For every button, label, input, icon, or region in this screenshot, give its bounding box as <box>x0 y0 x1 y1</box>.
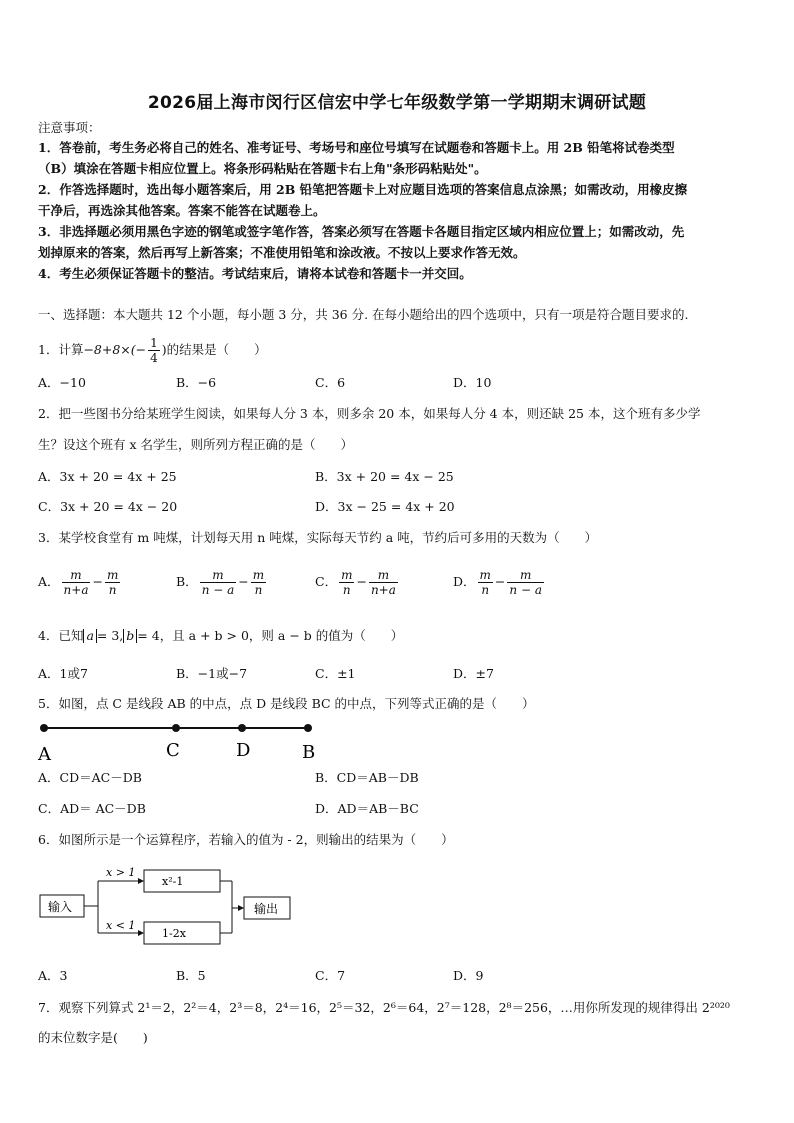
q2-option-d: D．3x − 25 = 4x + 20 <box>315 499 455 514</box>
q3-a-frac-1 <box>62 568 91 597</box>
q1-fraction-denominator: 4 <box>150 351 158 365</box>
q3-label-d: D． <box>453 574 476 589</box>
q2-option-a: A．3x + 20 = 4x + 25 <box>38 469 177 484</box>
q3-b-minus: − <box>238 574 249 589</box>
point-a-label: A <box>38 744 51 765</box>
q4-abs-a: a <box>83 629 96 643</box>
q3-b-d2: n <box>254 583 263 597</box>
q3-c-n1: m <box>341 568 353 582</box>
notice-line-2: （B）填涂在答题卡相应位置上。将条形码粘贴在答题卡右上角"条形码粘贴处"。 <box>38 161 487 176</box>
question-7-line-2: 的末位数字是( ) <box>38 1030 148 1045</box>
top-arrowhead <box>138 878 144 884</box>
q3-b-frac-2 <box>251 568 266 597</box>
q3-b-frac-1 <box>200 568 237 597</box>
question-3-stem: 3．某学校食堂有 m 吨煤，计划每天用 n 吨煤，实际每天节约 a 吨，节约后可多用的天数为（ ） <box>38 530 598 545</box>
q4-pre: 4．已知 <box>38 628 84 643</box>
q1-option-b: B．−6 <box>176 375 217 390</box>
notice-line-5: 3．非选择题必须用黑色字迹的钢笔或签字笔作答，答案必须写在答题卡各题目指定区域内相应位置上；如需改动，先 <box>38 224 685 239</box>
q3-label-a: A． <box>38 574 60 589</box>
q5-segment-figure <box>30 716 330 766</box>
q2-option-c: C．3x + 20 = 4x − 20 <box>38 499 178 514</box>
q4-option-b: B．−1或−7 <box>176 666 248 681</box>
output-arrowhead <box>238 905 244 911</box>
q1-option-a: A．−10 <box>38 375 86 390</box>
q3-d-n1: m <box>479 568 491 582</box>
input-label: 输入 <box>48 900 73 914</box>
q3-c-d2: n+a <box>370 583 396 597</box>
q3-c-n2: m <box>369 568 398 583</box>
question-6-stem: 6．如图所示是一个运算程序，若输入的值为 - 2，则输出的结果为（ ） <box>38 832 454 847</box>
q3-option-d <box>453 568 546 597</box>
point-b-label: B <box>302 742 316 763</box>
q6-program-diagram <box>36 862 306 952</box>
point-d-dot <box>238 724 246 732</box>
question-1-stem <box>38 336 267 365</box>
bottom-arrowhead <box>138 930 144 936</box>
question-4-stem <box>38 626 403 646</box>
q3-b-n1: m <box>200 568 237 583</box>
q3-option-b <box>176 568 268 597</box>
notice-line-7: 4．考生必须保证答题卡的整洁。考试结束后，请将本试卷和答题卡一并交回。 <box>38 266 472 281</box>
question-7-line-1: 7．观察下列算式 2¹＝2，2²＝4，2³＝8，2⁴＝16，2⁵＝32，2⁶＝64，2⁷＝128，2⁸＝256，…用你所发现的规律得出 2²⁰²⁰ <box>38 1000 730 1015</box>
notice-heading: 注意事项： <box>38 120 101 135</box>
q3-a-d2: n <box>108 583 117 597</box>
q3-c-minus: − <box>356 574 367 589</box>
condition-bottom: x < 1 <box>106 919 136 932</box>
q3-label-b: B． <box>176 574 198 589</box>
exam-title: 2026届上海市闵行区信宏中学七年级数学第一学期期末调研试题 <box>147 93 647 113</box>
question-2-line-1: 2．把一些图书分给某班学生阅读，如果每人分 3 本，则多余 20 本，如果每人分 4 本，则还缺 25 本，这个班有多少学 <box>38 406 701 421</box>
q3-d-d2: n − a <box>509 583 542 597</box>
q3-a-n1: m <box>62 568 91 583</box>
q5-option-d: D．AD＝AB－BC <box>315 801 419 816</box>
q3-a-frac-2 <box>105 568 120 597</box>
q3-c-frac-1 <box>339 568 354 597</box>
q3-d-frac-2 <box>507 568 544 597</box>
notice-line-1: 1．答卷前，考生务必将自己的姓名、准考证号、考场号和座位号填写在试题卷和答题卡上。用 2B 铅笔将试卷类型 <box>38 140 675 155</box>
q3-a-n2: m <box>106 568 119 582</box>
box-top-expr: x²-1 <box>162 875 184 888</box>
question-5-stem: 5．如图，点 C 是线段 AB 的中点，点 D 是线段 BC 的中点，下列等式正确的是（ ） <box>38 696 535 711</box>
q3-d-d1: n <box>481 583 490 597</box>
point-d-label: D <box>236 740 251 761</box>
q4-option-c: C．±1 <box>315 666 356 681</box>
q1-post: )的结果是（ ） <box>161 342 267 357</box>
q3-b-d1: n − a <box>201 583 235 597</box>
q3-a-minus: − <box>92 574 103 589</box>
notice-line-6: 划掉原来的答案，然后再写上新答案；不准使用铅笔和涂改液。不按以上要求作答无效。 <box>38 245 526 260</box>
q3-d-minus: − <box>494 574 506 589</box>
q3-c-frac-2 <box>369 568 398 597</box>
q5-option-b: B．CD＝AB－DB <box>315 770 419 785</box>
q1-option-d: D．10 <box>453 375 492 390</box>
q2-option-b: B．3x + 20 = 4x − 25 <box>315 469 454 484</box>
notice-line-3: 2．作答选择题时，选出每小题答案后，用 2B 铅笔把答题卡上对应题目选项的答案信息点涂黑；如需改动，用橡皮擦 <box>38 182 688 197</box>
q6-option-a: A．3 <box>38 968 68 983</box>
q3-b-n2: m <box>252 568 265 582</box>
q3-option-c <box>315 568 400 597</box>
q6-option-c: C．7 <box>315 968 346 983</box>
notice-line-4: 干净后，再选涂其他答案。答案不能答在试题卷上。 <box>38 203 326 218</box>
q4-eq-2: = 4，且 a + b > 0，则 a − b 的值为（ ） <box>137 628 404 643</box>
box-bottom-expr: 1-2x <box>162 927 186 940</box>
q3-d-frac-1 <box>478 568 493 597</box>
q1-expression: −8+8×(− <box>83 342 147 357</box>
q3-label-c: C． <box>315 574 338 589</box>
q4-option-a: A．1或7 <box>38 666 88 681</box>
q3-d-n2: m <box>507 568 544 583</box>
question-2-line-2: 生？设这个班有 x 名学生，则所列方程正确的是（ ） <box>38 437 353 452</box>
point-b-dot <box>304 724 312 732</box>
q6-option-d: D．9 <box>453 968 484 983</box>
point-a-dot <box>40 724 48 732</box>
q3-a-d1: n+a <box>63 583 89 597</box>
point-c-dot <box>172 724 180 732</box>
q3-option-a <box>38 568 122 597</box>
q5-option-a: A．CD＝AC－DB <box>38 770 142 785</box>
output-label: 输出 <box>254 902 279 916</box>
q1-option-c: C．6 <box>315 375 346 390</box>
q4-eq-1: = 3, <box>96 628 124 643</box>
q6-option-b: B．5 <box>176 968 206 983</box>
q4-option-d: D．±7 <box>453 666 494 681</box>
q1-fraction-numerator: 1 <box>150 336 158 350</box>
point-c-label: C <box>166 740 180 761</box>
q1-fraction <box>148 336 160 365</box>
condition-top: x > 1 <box>106 866 136 879</box>
q3-c-d1: n <box>342 583 351 597</box>
q4-abs-b: b <box>123 629 137 643</box>
section-1-heading: 一、选择题：本大题共 12 个小题，每小题 3 分，共 36 分. 在每小题给出的四个选项中，只有一项是符合题目要求的. <box>38 307 689 322</box>
q5-option-c: C．AD＝ AC－DB <box>38 801 146 816</box>
q1-pre: 1．计算 <box>38 342 84 357</box>
